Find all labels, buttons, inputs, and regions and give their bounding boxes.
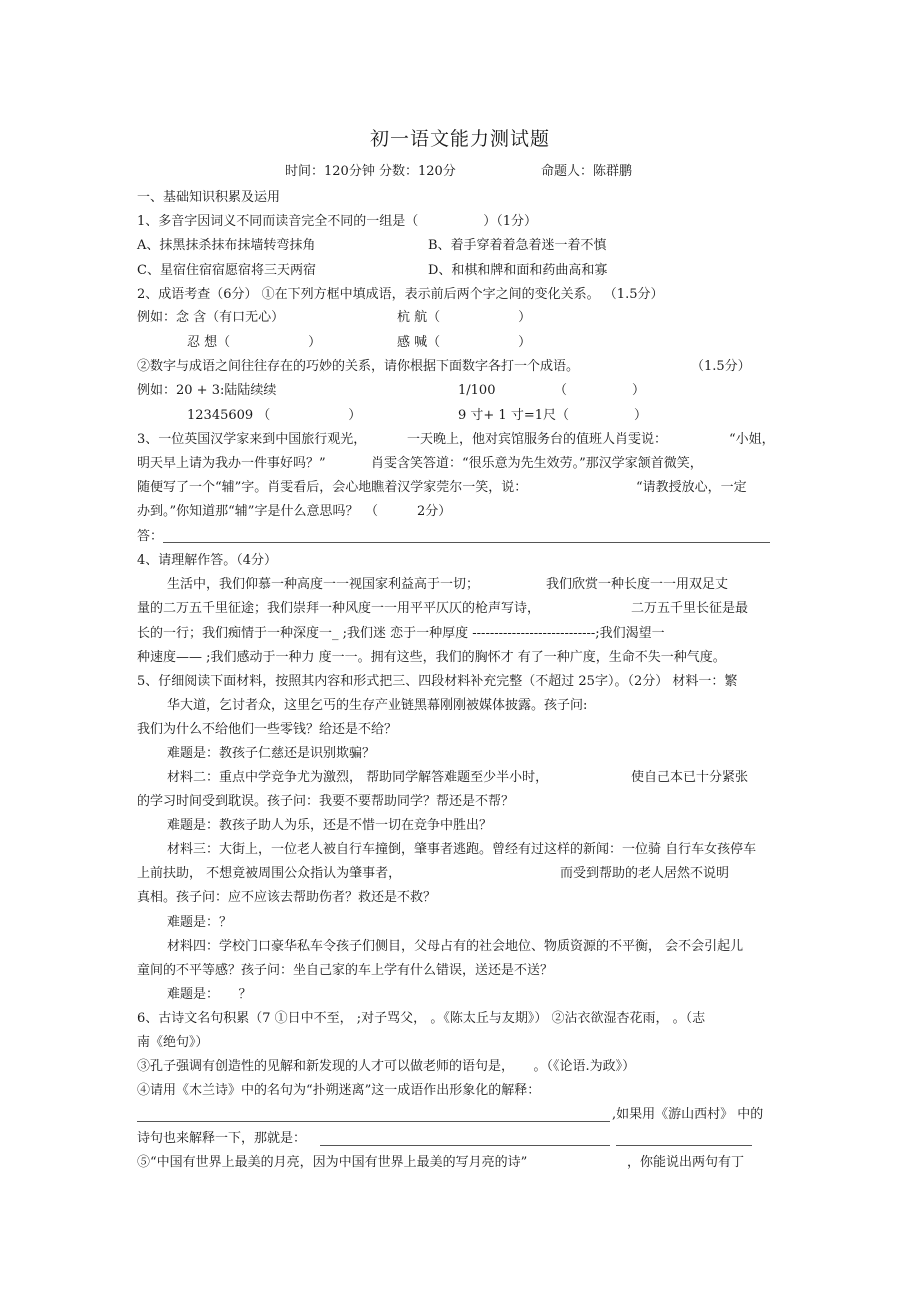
- question-4-passage: 种速度—— ;我们感动于一种力 度一一。拥有这些，我们的胸怀才 有了一种广度，生命不失一种气度。: [137, 650, 726, 665]
- question-3-line: 肖雯含笑答道：“很乐意为先生效劳。”那汉学家颔首微笑，: [371, 456, 703, 471]
- question-3-line: 3、一位英国汉学家来到中国旅行观光，: [137, 432, 367, 447]
- question-4-passage: 长的一行；我们痴情于一种深度一_ ;我们迷 恋于一种厚度 ----------------------------;我们渴望一: [137, 626, 665, 641]
- answer-line[interactable]: [616, 1145, 752, 1146]
- question-4-passage: 二万五千里长征是最: [631, 601, 749, 616]
- question-5-line: 真相。孩子问：应不应该去帮助伤者？救还是不救？: [137, 890, 437, 905]
- question-5-line: 华大道，乞讨者众，这里乞丐的生存产业链黑幕刚刚被媒体披露。孩子问:: [167, 698, 588, 713]
- question-2-number-blank-2: 12345609 （ ）: [187, 408, 362, 423]
- section-heading: 一、基础知识积累及运用: [137, 190, 281, 205]
- question-1-option-a: A、抹黑抹杀抹布抹墙转弯抹角: [137, 238, 316, 253]
- answer-line[interactable]: [163, 542, 770, 543]
- question-2-blank-3: 感 喊（ ）: [397, 335, 532, 350]
- question-3-line: 随便写了一个“辅”字。肖雯看后，会心地瞧着汉学家莞尔一笑，说：: [137, 480, 528, 495]
- question-5-line: 材料三：大街上，一位老人被自行车撞倒，肇事者逃跑。曾经有过这样的新闻：一位骑 自行车女孩停车: [167, 842, 757, 857]
- question-3-line: 办到。”你知道那“辅”字是什么意思吗？ （ 2分）: [137, 504, 452, 519]
- question-3-line: “请教授放心，一定: [636, 480, 747, 495]
- question-4-passage: 我们欣赏一种长度一一用双足丈: [546, 577, 729, 592]
- question-3-line: 一天晚上，他对宾馆服务台的值班人肖雯说：: [407, 432, 668, 447]
- question-1-option-b: B、着手穿着着急着迷一着不慎: [428, 238, 607, 253]
- question-6-line: 诗句也来解释一下，那就是：: [137, 1131, 307, 1146]
- question-5-line: 难题是：？: [167, 915, 233, 930]
- question-6-line: ④请用《木兰诗》中的名句为“扑朔迷离”这一成语作出形象化的解释：: [137, 1083, 541, 1098]
- question-2-number-blank-3: 9 寸+ 1 寸=1尺（ ）: [458, 408, 647, 423]
- question-2-blank-1: 杭 航（ ）: [397, 310, 532, 325]
- question-5-line: 使自己本已十分紧张: [631, 770, 749, 785]
- question-4-passage: 生活中，我们仰慕一种高度一一视国家利益高于一切；: [167, 577, 480, 592]
- question-3-line: “小姐，: [729, 432, 775, 447]
- question-2-part-2-score: （1.5分）: [691, 359, 751, 374]
- question-4-passage: 量的二万五千里征途；我们崇拜一种风度一一用平平仄仄的枪声写诗，: [137, 601, 541, 616]
- question-6-line: ⑤“中国有世界上最美的月亮，因为中国有世界上最美的写月亮的诗”: [137, 1155, 528, 1170]
- exam-author: 命题人：陈群鹏: [541, 164, 633, 179]
- question-3-answer-label: 答：: [137, 529, 164, 544]
- question-2-number-example: 例如：20 + 3:陆陆续续: [137, 383, 277, 398]
- question-5-line: 难题是：教孩子仁慈还是识别欺骗？: [167, 746, 376, 761]
- question-2-blank-2: 忍 想（ ）: [187, 335, 322, 350]
- question-5-line: 而受到帮助的老人居然不说明: [560, 866, 730, 881]
- question-6-line: ③孔子强调有创造性的见解和新发现的人才可以做老师的语句是， 。（《论语.为政》）: [137, 1059, 636, 1074]
- question-2-number-blank-1: 1/100 （ ）: [458, 383, 645, 398]
- question-5-line: 难题是：教孩子助人为乐，还是不惜一切在竞争中胜出？: [167, 818, 493, 833]
- question-6-line: ，你能说出两句有丁: [627, 1155, 745, 1170]
- exam-time-score: 时间：120分钟 分数：120分: [285, 164, 456, 179]
- question-5-line: 上前扶助， 不想竟被周围公众指认为肇事者，: [137, 866, 402, 881]
- question-2-example-1: 例如：念 含（有口无心）: [137, 310, 285, 325]
- question-5-line: 5、仔细阅读下面材料，按照其内容和形式把三、四段材料补充完整（不超过 25字）。（2分） 材料一：繁: [137, 674, 738, 689]
- answer-line[interactable]: [320, 1145, 610, 1146]
- answer-line[interactable]: [137, 1121, 610, 1122]
- question-6-line: 6、古诗文名句积累（7 ①日中不至， ;对子骂父， 。《陈太丘与友期》） ②沾衣欲湿杏花雨， 。（志: [137, 1011, 706, 1026]
- question-6-line: 南《绝句》）: [137, 1035, 209, 1050]
- question-5-line: 的学习时间受到耽误。孩子问：我要不要帮助同学？帮还是不帮？: [137, 794, 515, 809]
- question-5-line: 材料四：学校门口豪华私车令孩子们侧目，父母占有的社会地位、物质资源的不平衡， 会不会引起儿: [167, 939, 744, 954]
- question-3-line: 明天早上请为我办一件事好吗？”: [137, 456, 326, 471]
- question-5-line: 童间的不平等感？孩子问：坐自己家的车上学有什么错误，送还是不送？: [137, 963, 554, 978]
- question-5-line: 我们为什么不给他们一些零钱？给还是不给？: [137, 722, 398, 737]
- question-1-option-d: D、和棋和牌和面和药曲高和寡: [428, 263, 608, 278]
- question-5-line: 材料二：重点中学竞争尤为激烈， 帮助同学解答难题至少半小时，: [167, 770, 549, 785]
- question-1-option-c: C、星宿住宿宿愿宿将三天两宿: [137, 263, 316, 278]
- question-1-stem: 1、多音字因词义不同而读音完全不同的一组是（ ）（1分）: [137, 214, 538, 229]
- question-6-line: ,如果用《游山西村》 中的: [612, 1107, 764, 1122]
- question-4-stem: 4、请理解作答。（4分）: [137, 553, 278, 568]
- page-title: 初一语文能力测试题: [369, 128, 550, 150]
- question-5-line: 难题是： ？: [167, 987, 252, 1002]
- question-2-part-2-stem: ②数字与成语之间往往存在的巧妙的关系，请你根据下面数字各打一个成语。: [137, 359, 580, 374]
- question-2-stem: 2、成语考查（6分） ①在下列方框中填成语，表示前后两个字之间的变化关系。 （1.5分）: [137, 287, 664, 302]
